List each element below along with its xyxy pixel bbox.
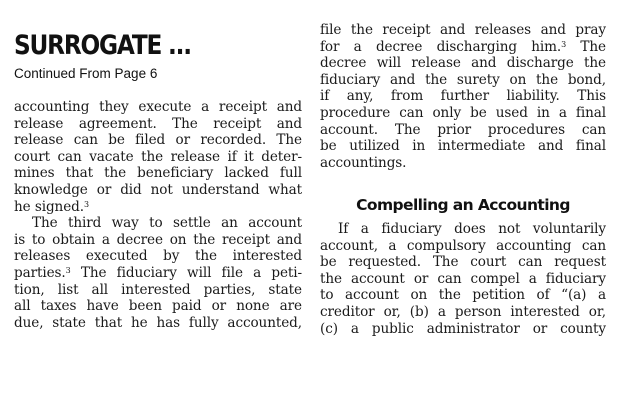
right-line: the account or can compel a fiduciary — [320, 270, 606, 287]
footnote-marker: 3 — [83, 199, 89, 209]
right-line: account. The prior procedures can — [320, 121, 606, 138]
right-line: (c) a public administrator or county — [320, 320, 606, 337]
right-line: accountings. — [320, 154, 407, 171]
right-line: decree will release and discharge the — [320, 55, 606, 72]
headline: SURROGATE ... — [14, 30, 191, 61]
footnote-marker: 3 — [561, 39, 567, 49]
continued-from-line: Continued From Page 6 — [14, 66, 158, 81]
right-line: file the receipt and releases and pray — [320, 22, 606, 38]
left-line: is to obtain a decree on the receipt and — [14, 231, 302, 248]
left-line: releases executed by the interested — [14, 248, 302, 265]
right-line: be requested. The court can request — [320, 254, 606, 271]
right-line: if any, from further liability. This — [320, 88, 606, 105]
left-line: he signed.$^3$ — [14, 198, 89, 215]
left-column — [14, 99, 302, 331]
right-column-bottom — [320, 221, 606, 337]
left-line: tion, list all interested parties, state — [14, 281, 302, 298]
section-subheading: Compelling an Accounting — [356, 196, 570, 214]
left-line: parties.$^3$ The fiduciary will file a peti- — [14, 264, 302, 281]
right-line: creditor or, (b) a person interested or, — [320, 303, 606, 320]
left-line: release agreement. The receipt and — [14, 115, 302, 132]
left-line: release can be filed or recorded. The — [14, 132, 302, 149]
right-line: be utilized in intermediate and final — [320, 138, 606, 155]
left-line: knowledge or did not understand what — [14, 181, 302, 198]
left-line: mines that the beneficiary lacked full — [14, 165, 302, 182]
right-line: If a fiduciary does not voluntarily — [338, 221, 606, 237]
left-line: due, state that he has fully accounted, — [14, 314, 302, 331]
right-line: for a decree discharging him.$^3$ The — [320, 38, 606, 55]
left-line: court can vacate the release if it deter- — [14, 148, 302, 165]
left-line: The third way to settle an account — [32, 215, 302, 232]
right-line: fiduciary and the surety on the bond, — [320, 71, 606, 88]
left-line: accounting they execute a receipt and — [14, 99, 302, 115]
right-column-top — [320, 22, 606, 171]
right-line: procedure can only be used in a final — [320, 104, 606, 121]
footnote-marker: 3 — [65, 265, 71, 275]
right-line: account, a compulsory accounting can — [320, 237, 606, 254]
left-line: all taxes have been paid or none are — [14, 298, 302, 315]
right-line: to account on the petition of “(a) a — [320, 287, 606, 304]
